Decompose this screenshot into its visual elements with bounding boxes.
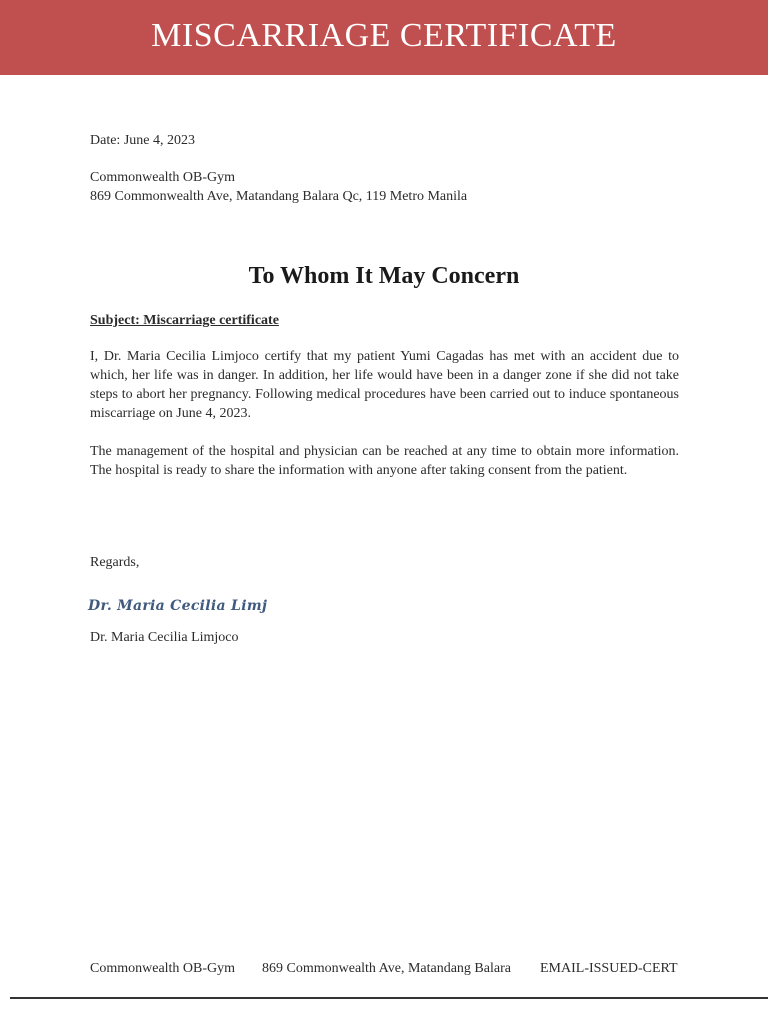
body-paragraph: The management of the hospital and physician can be reached at any time to obtain more information. The hospital is ready to share the information with anyone after taking consent from the patient. (90, 444, 679, 478)
organization-address: 869 Commonwealth Ave, Matandang Balara Qc, 119 Metro Manila (90, 189, 468, 204)
organization-name: Commonwealth OB-Gym (90, 170, 236, 185)
footer-email: EMAIL-ISSUED-CERT (540, 961, 678, 976)
closing-regards: Regards, (90, 555, 140, 570)
subject-line: Subject: Miscarriage certificate (90, 313, 279, 328)
footer-organization: Commonwealth OB-Gym (90, 961, 236, 976)
signer-name: Dr. Maria Cecilia Limjoco (90, 630, 239, 645)
letter-date: Date: June 4, 2023 (90, 133, 195, 148)
handwritten-signature: Dr. Maria Cecilia Limj (88, 598, 268, 614)
footer-divider (10, 997, 768, 999)
document-title: MISCARRIAGE CERTIFICATE (151, 17, 617, 54)
salutation-heading: To Whom It May Concern (248, 263, 520, 289)
body-paragraph: I, Dr. Maria Cecilia Limjoco certify that my patient Yumi Cagadas has met with an accident due to which, her life was in danger. In addition, her life would have been in a danger zone if she did not take steps to abort her pregnancy. Following medical procedures have been carried out to induce spontaneous miscarriage on June 4, 2023. (90, 349, 679, 421)
footer-address: 869 Commonwealth Ave, Matandang Balara (262, 961, 511, 976)
